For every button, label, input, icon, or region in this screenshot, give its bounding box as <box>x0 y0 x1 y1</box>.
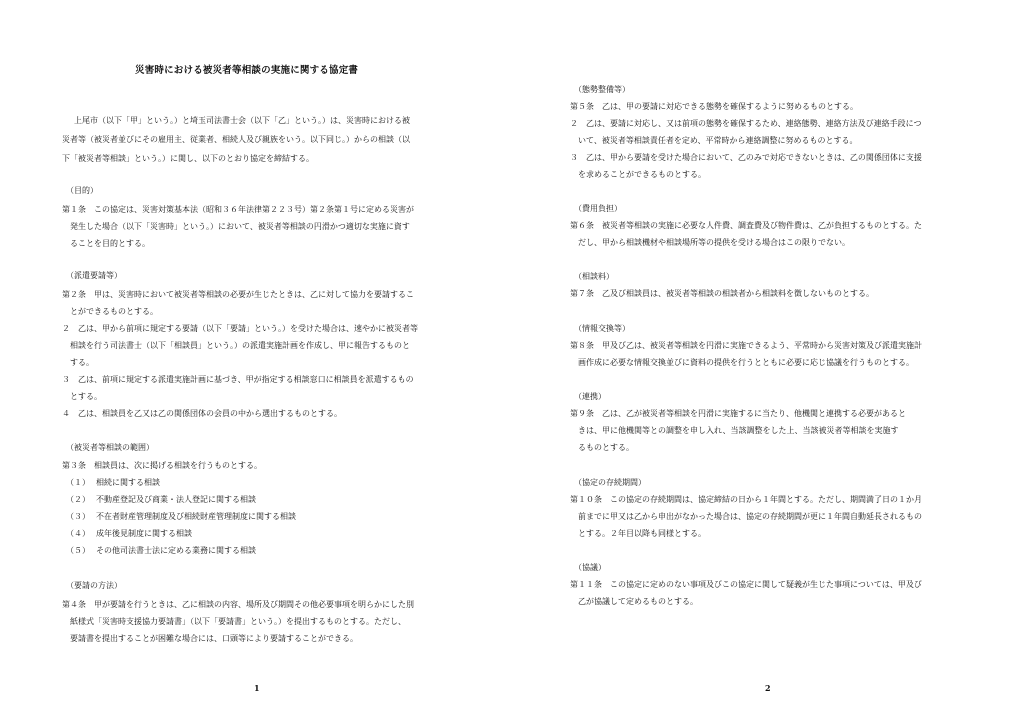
section-heading-scope: （被災者等相談の範囲） <box>66 443 154 452</box>
section-heading-term: （協定の存続期間） <box>574 478 646 487</box>
list-item-text: 成年後見制度に関する相談 <box>96 529 192 538</box>
article-line: 第６条 被災者等相談の実施に必要な人件費、調査費及び物件費は、乙が負担するものとする。た <box>570 221 922 230</box>
article-line: ４ 乙は、相談員を乙又は乙の関係団体の会員の中から選出するものとする。 <box>62 409 342 418</box>
intro-line: 災者等（被災者並びにその雇用主、従業者、相続人及び親族をいう。以下同じ。）からの相談（以 <box>62 135 410 144</box>
list-item-text: 不在者財産管理制度及び相続財産管理制度に関する相談 <box>96 512 296 521</box>
intro-line: 下「被災者等相談」という。）に関し、以下のとおり協定を締結する。 <box>62 154 314 163</box>
article-line: 第１０条 この協定の存続期間は、協定締結の日から１年間とする。ただし、期間満了日の１か月 <box>570 495 922 504</box>
article-line: 第２条 甲は、災害時において被災者等相談の必要が生じたときは、乙に対して協力を要請するこ <box>62 290 414 299</box>
list-item-number: （３） <box>66 512 90 521</box>
article-line: 第１１条 この協定に定めのない事項及びこの協定に関して疑義が生じた事項については、甲及び <box>570 580 922 589</box>
section-heading-consult: （協議） <box>574 563 606 572</box>
article-line: ３ 乙は、甲から要請を受けた場合において、乙のみで対応できないときは、乙の関係団体に支援 <box>570 153 922 162</box>
article-line: 前までに甲又は乙から申出がなかった場合は、協定の存続期間が更に１年間自動延長されるもの <box>578 512 922 521</box>
section-heading-cost: （費用負担） <box>574 204 622 213</box>
list-item-number: （２） <box>66 495 90 504</box>
page-number: 2 <box>765 683 771 693</box>
article-line: ることを目的とする。 <box>70 239 150 248</box>
article-line: 第３条 相談員は、次に掲げる相談を行うものとする。 <box>62 461 262 470</box>
article-line: 第８条 甲及び乙は、被災者等相談を円滑に実施できるよう、平常時から災害対策及び派遣実施計 <box>570 341 922 350</box>
article-line: とする。２年目以降も同様とする。 <box>578 529 706 538</box>
section-heading-method: （要請の方法） <box>66 581 122 590</box>
article-line: を求めることができるものとする。 <box>578 170 706 179</box>
article-line: いて、被災者等相談責任者を定め、平常時から連絡調整に努めるものとする。 <box>578 136 858 145</box>
article-line: 第５条 乙は、甲の要請に対応できる態勢を確保するように努めるものとする。 <box>570 102 858 111</box>
section-heading-fee: （相談料） <box>574 272 614 281</box>
article-line: 第７条 乙及び相談員は、被災者等相談の相談者から相談料を徴しないものとする。 <box>570 289 874 298</box>
article-line: だし、甲から相談機材や相談場所等の提供を受ける場合はこの限りでない。 <box>578 238 850 247</box>
section-heading-readiness: （態勢整備等） <box>574 85 630 94</box>
article-line: きは、甲に他機関等との調整を申し入れ、当該調整をした上、当該被災者等相談を実施す <box>578 426 899 435</box>
page-2 <box>512 0 1024 724</box>
article-line: ３ 乙は、前項に規定する派遣実施計画に基づき、甲が指定する相談窓口に相談員を派遣するもの <box>62 375 414 384</box>
article-line: 第９条 乙は、乙が被災者等相談を円滑に実施するに当たり、他機関と連携する必要があると <box>570 409 906 418</box>
article-line: する。 <box>70 358 94 367</box>
list-item-number: （１） <box>66 478 90 487</box>
article-line: ２ 乙は、甲から前項に規定する要請（以下「要請」という。）を受けた場合は、速やかに被災者等 <box>62 324 418 333</box>
intro-line: 上尾市（以下「甲」という。）と埼玉司法書士会（以下「乙」という。）は、災害時における被 <box>74 116 410 125</box>
section-heading-purpose: （目的） <box>66 186 98 195</box>
article-line: 画作成に必要な情報交換並びに資料の提供を行うとともに必要に応じ協議を行うものとする。 <box>578 358 914 367</box>
article-line: とができるものとする。 <box>70 307 158 316</box>
list-item-number: （５） <box>66 546 90 555</box>
article-line: 相談を行う司法書士（以下「相談員」という。）の派遣実施計画を作成し、甲に報告するものと <box>70 341 410 350</box>
article-line: 第４条 甲が要請を行うときは、乙に相談の内容、場所及び期間その他必要事項を明らかにした別 <box>62 600 414 609</box>
article-line: 乙が協議して定めるものとする。 <box>578 597 698 606</box>
article-line: ２ 乙は、要請に対応し、又は前項の態勢を確保するため、連絡態勢、連絡方法及び連絡手段につ <box>570 119 922 128</box>
agreement-title: 災害時における被災者等相談の実施に関する協定書 <box>135 65 359 76</box>
list-item-text: 相続に関する相談 <box>96 478 160 487</box>
section-heading-info: （情報交換等） <box>574 324 630 333</box>
list-item-text: 不動産登記及び商業・法人登記に関する相談 <box>96 495 256 504</box>
article-line: 紙様式「災害時支援協力要請書」（以下「要請書」という。）を提出するものとする。ただし、 <box>70 617 406 626</box>
section-heading-dispatch: （派遣要請等） <box>66 271 122 280</box>
article-line: 発生した場合（以下「災害時」という。）において、被災者等相談の円滑かつ適切な実施に資す <box>70 222 410 231</box>
article-line: とする。 <box>70 392 102 401</box>
page-number: 1 <box>254 683 260 693</box>
article-line: るものとする。 <box>578 443 634 452</box>
list-item-text: その他司法書士法に定める業務に関する相談 <box>96 546 256 555</box>
list-item-number: （４） <box>66 529 90 538</box>
article-line: 要請書を提出することが困難な場合には、口頭等により要請することができる。 <box>70 634 358 643</box>
article-line: 第１条 この協定は、災害対策基本法（昭和３６年法律第２２３号）第２条第１号に定める災害が <box>62 205 414 214</box>
section-heading-coop: （連携） <box>574 392 606 401</box>
